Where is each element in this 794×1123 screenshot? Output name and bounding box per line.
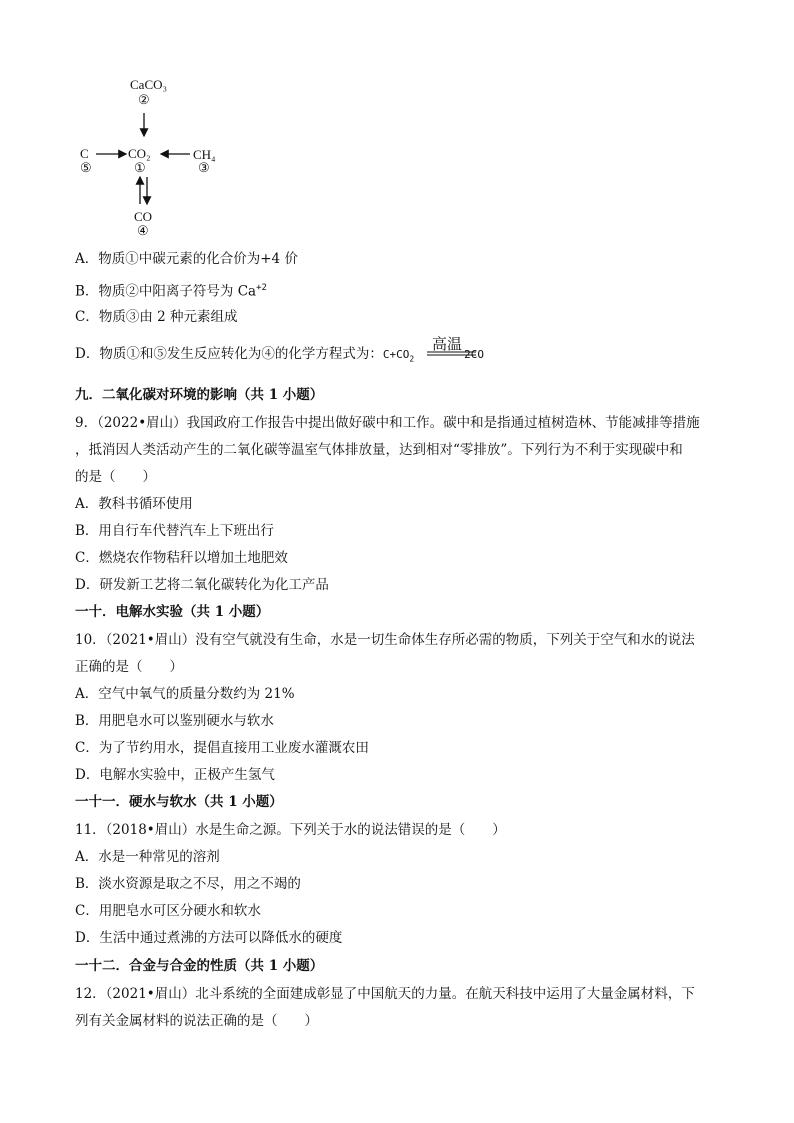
q9-line-2: ，抵消因人类活动产生的二氧化碳等温室气体排放量，达到相对“零排放”。下列行为不利于实现碳中和 — [75, 442, 683, 458]
label-num-2: ② — [138, 93, 150, 108]
q8-option-d-prefix: D．物质①和⑤发生反应转化为④的化学方程式为： — [75, 346, 383, 362]
section-12-heading: 一十二．合金与合金的性质（共 1 小题） — [75, 958, 324, 974]
label-num-4: ④ — [137, 224, 149, 239]
q8-option-b — [75, 278, 267, 302]
label-co: CO — [134, 209, 153, 224]
q12-line-2: 列有关金属材料的说法正确的是（ ） — [75, 1013, 318, 1029]
label-c: C — [80, 146, 89, 161]
q8-option-b-text: B．物质②中阳离子符号为 Ca — [75, 283, 257, 300]
label-ch4: CH₄ — [193, 147, 216, 162]
q11-line-1: 11．（2018•眉山）水是生命之源。下列关于水的说法错误的是（ ） — [75, 822, 506, 838]
q11-option-c: C．用肥皂水可区分硬水和软水 — [75, 903, 261, 919]
section-9-heading: 九．二氧化碳对环境的影响（共 1 小题） — [75, 387, 324, 403]
label-num-1: ① — [134, 161, 146, 176]
q9-option-a: A．教科书循环使用 — [75, 496, 193, 512]
q8-option-c: C．物质③由 2 种元素组成 — [75, 309, 238, 325]
label-num-5: ⑤ — [80, 161, 92, 176]
label-caco3: CaCO₃ — [130, 77, 168, 92]
section-11-heading: 一十一．硬水与软水（共 1 小题） — [75, 794, 283, 810]
q10-option-c: C．为了节约用水，提倡直接用工业废水灌溉农田 — [75, 740, 369, 756]
q10-option-a: A．空气中氧气的质量分数约为 21% — [75, 686, 295, 702]
q8-eq-condition: 高温 — [432, 335, 463, 353]
q8-option-b-sup: +2 — [256, 283, 267, 293]
q10-option-d: D．电解水实验中，正极产生氢气 — [75, 767, 275, 783]
q11-option-d: D．生活中通过煮沸的方法可以降低水的硬度 — [75, 930, 343, 946]
q9-option-c: C．燃烧农作物秸秆以增加土地肥效 — [75, 550, 288, 566]
q9-option-b: B．用自行车代替汽车上下班出行 — [75, 523, 274, 539]
q9-option-d: D．研发新工艺将二氧化碳转化为化工产品 — [75, 577, 329, 593]
q8-eq-left-sub: 2 — [409, 354, 415, 364]
q8-eq-right: 2CO — [464, 348, 485, 361]
q11-option-a: A．水是一种常见的溶剂 — [75, 849, 220, 865]
q11-option-b: B．淡水资源是取之不尽，用之不竭的 — [75, 876, 301, 892]
q12-line-1: 12．（2021•眉山）北斗系统的全面建成彰显了中国航天的力量。在航天科技中运用了大量金属材料，下 — [75, 986, 695, 1002]
q10-line-1: 10．（2021•眉山）没有空气就没有生命，水是一切生命体生存所必需的物质，下列关于空气和水的说法 — [75, 632, 695, 648]
section-10-heading: 一十．电解水实验（共 1 小题） — [75, 604, 270, 620]
q8-option-a: A．物质①中碳元素的化合价为+4 价 — [75, 251, 298, 267]
q10-option-b: B．用肥皂水可以鉴别硬水与软水 — [75, 713, 274, 729]
q9-line-3: 的是（ ） — [75, 469, 156, 485]
q9-line-1: 9．（2022•眉山）我国政府工作报告中提出做好碳中和工作。碳中和是指通过植树造林、节能减排等措施 — [75, 415, 700, 431]
label-co2: CO₂ — [128, 146, 151, 161]
q8-option-d — [75, 344, 484, 370]
q8-eq-left: C+CO — [382, 348, 410, 361]
label-num-3: ③ — [198, 161, 210, 176]
q10-line-2: 正确的是（ ） — [75, 659, 183, 675]
